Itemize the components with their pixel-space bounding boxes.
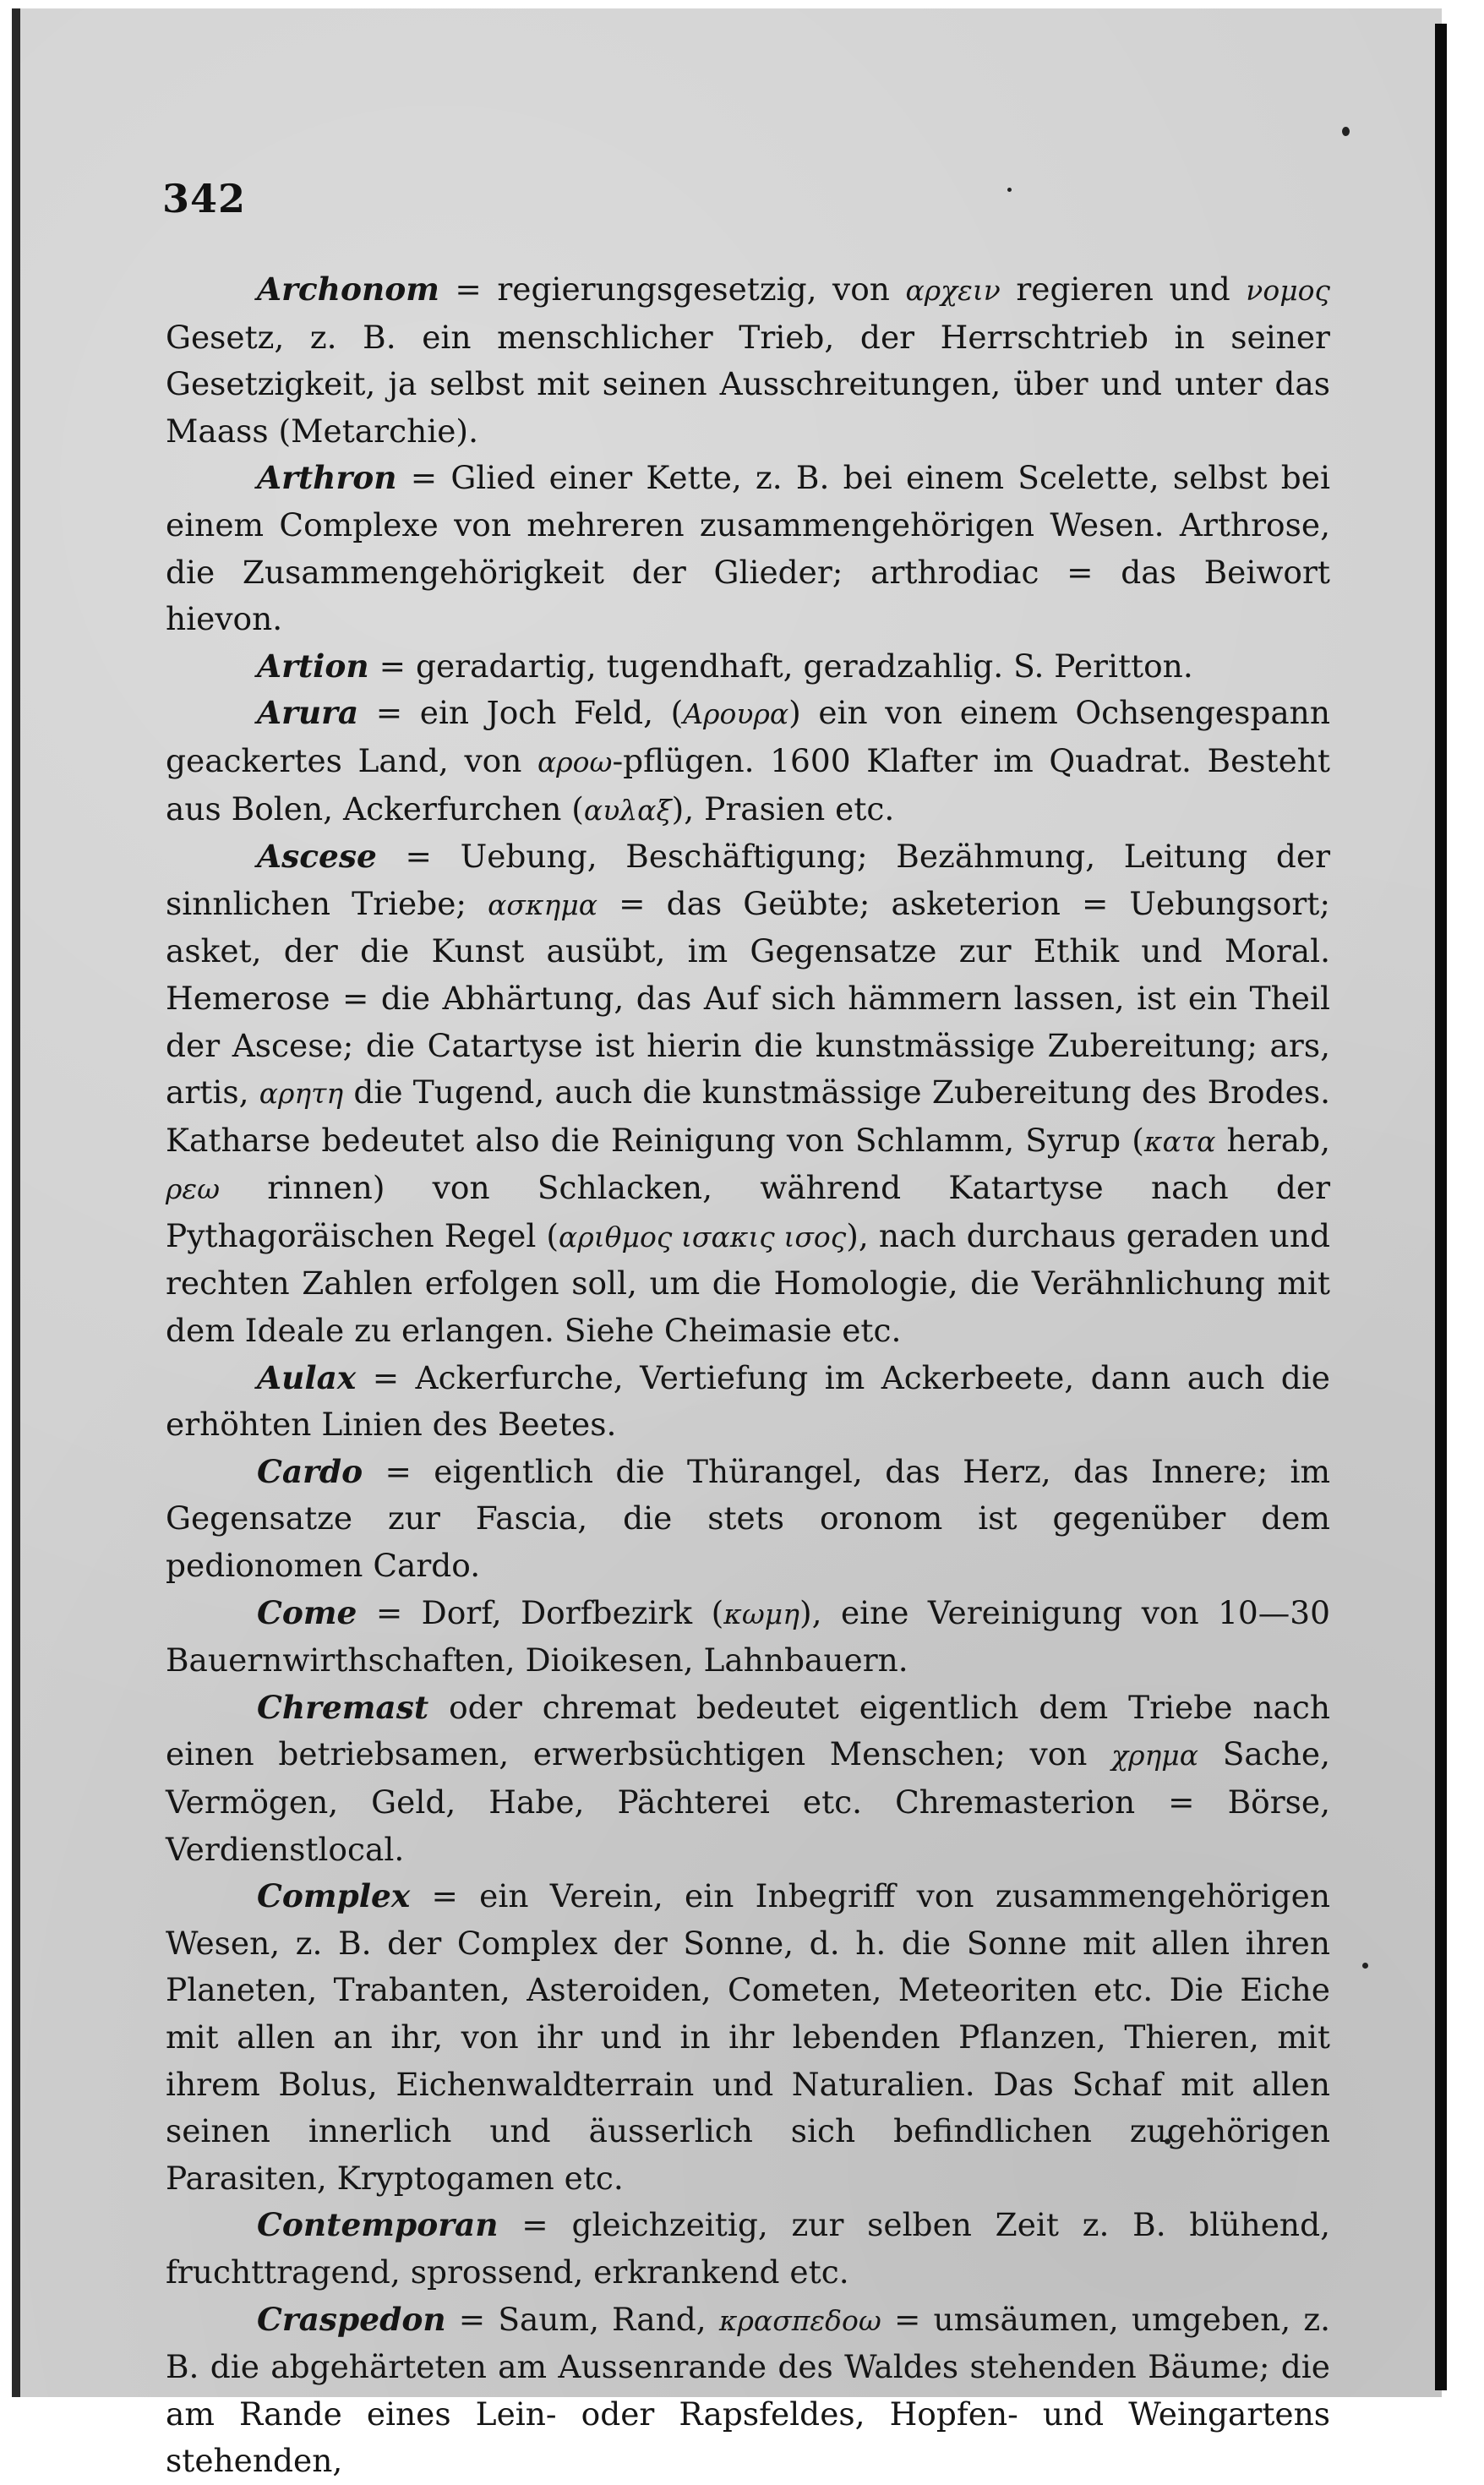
entry-term: Arura [257, 694, 359, 732]
greek-word: Αρουρα [683, 697, 789, 731]
entry-come [166, 1590, 1330, 1685]
entry-contemporan [166, 2202, 1330, 2296]
entry-term: Ascese [257, 838, 377, 876]
scan-left-edge [12, 8, 20, 2397]
entry-term: Archonom [257, 270, 439, 308]
entry-term: Chremast [257, 1688, 429, 1726]
entry-term: Craspedon [257, 2300, 446, 2338]
entry-text: = das Geübte; asketerion = Uebungsort; asket, der die Kunst ausübt, im Gegensatze zur Ethik und Moral. Hemerose = die Abhärtung, das Auf sich hämmern lassen, ist ein Theil der Ascese; die Catartyse ist hierin die kunstmässige Zubereitung; ars, artis, [166, 884, 1330, 1111]
entry-text: Gesetz, z. B. ein menschlicher Trieb, der Herrschtrieb in seiner Gesetzigkeit, ja selbst mit seinen Ausschreitungen, über und unter das Maass (Metarchie). [166, 318, 1330, 450]
entry-term: Aulax [257, 1358, 357, 1396]
entry-text: Sache, Vermögen, Geld, Habe, Pächterei etc. Chremasterion = Börse, Verdienstlocal. [166, 1735, 1331, 1868]
greek-word: ασκημα [488, 888, 598, 921]
entry-text: rinnen) von Schlacken, während Katartyse nach der Pythagoräischen Regel ( [166, 1169, 1330, 1254]
entry-arthron [166, 455, 1330, 642]
entry-text: = regierungsgesetzig, von [439, 270, 906, 308]
entry-term: Contemporan [257, 2206, 499, 2244]
scan-right-edge [1435, 24, 1447, 2390]
entry-text: regieren und [1000, 270, 1247, 308]
entry-archonom [166, 266, 1330, 455]
greek-word: αρητη [259, 1077, 344, 1111]
entry-text: = Glied einer Kette, z. B. bei einem Scelette, selbst bei einem Complexe von mehreren zusammengehörigen Wesen. Arthrose, die Zusammengehörigkeit der Glieder; arthrodiac = das Beiwort hievon. [166, 459, 1330, 638]
entry-arura [166, 690, 1330, 833]
entry-chremast [166, 1685, 1330, 1873]
greek-word: κωμη [723, 1597, 799, 1630]
entry-ascese [166, 833, 1330, 1355]
entry-artion [166, 643, 1330, 691]
entry-term: Arthron [257, 459, 397, 497]
entry-text: = Ackerfurche, Vertiefung im Ackerbeete, dann auch die erhöhten Linien des Beetes. [166, 1358, 1330, 1444]
greek-word: αυλαξ [583, 793, 672, 827]
entry-text: ), Prasien etc. [671, 789, 895, 827]
entry-text: = umsäumen, umgeben, z. B. die abgehärteten am Aussenrande des Waldes stehenden Bäume; die am Rande eines Lein- oder Rapsfeldes, Hopfen- und Weingartens stehenden, [166, 2300, 1330, 2480]
entry-text: = gleichzeitig, zur selben Zeit z. B. blühend, fruchttragend, sprossend, erkrankend etc. [166, 2206, 1330, 2291]
entry-text: = Dorf, Dorfbezirk ( [357, 1593, 724, 1631]
greek-word: κατα [1143, 1124, 1216, 1158]
greek-word: αροω [537, 745, 613, 778]
entry-aulax [166, 1355, 1330, 1449]
entry-text: = eigentlich die Thürangel, das Herz, das Innere; im Gegensatze zur Fascia, die stets oronom ist gegenüber dem pedionomen Cardo. [166, 1452, 1330, 1585]
entry-complex [166, 1873, 1330, 2202]
entry-text: ) ein von einem Ochsengespann geackertes Land, von [166, 694, 1330, 779]
ink-speck [1007, 188, 1012, 192]
dictionary-body [166, 266, 1330, 2485]
entry-text: = geradartig, tugendhaft, geradzahlig. S. Peritton. [368, 647, 1193, 685]
entry-cardo [166, 1449, 1330, 1590]
page-number: 342 [162, 176, 247, 221]
ink-speck [1342, 127, 1350, 136]
greek-word: αρχειν [905, 274, 1001, 307]
entry-text: herab, [1215, 1121, 1331, 1159]
greek-word: αριθμος ισακις ισος [559, 1220, 847, 1253]
entry-term: Complex [257, 1877, 411, 1915]
entry-text: oder chremat bedeutet eigentlich dem Triebe nach einen betriebsamen, erwerbsüchtigen Menschen; von [166, 1688, 1330, 1773]
entry-text: ), nach durchaus geraden und rechten Zahlen erfolgen soll, um die Homologie, die Verähnlichung mit dem Ideale zu erlangen. Siehe Cheimasie etc. [166, 1216, 1330, 1350]
entry-text: = ein Verein, ein Inbegriff von zusammengehörigen Wesen, z. B. der Complex der Sonne, d. h. die Sonne mit allen ihren Planeten, Trabanten, Asteroiden, Cometen, Meteoriten etc. Die Eiche mit allen an ihr, von ihr und in ihr lebenden Pflanzen, Thieren, mit ihrem Bolus, Eichenwaldterrain und Naturalien. Das Schaf mit allen seinen innerlich und äusserlich sich befindlichen zugehörigen Parasiten, Kryptogamen etc. [166, 1877, 1330, 2197]
ink-speck [1362, 1963, 1368, 1969]
entry-term: Cardo [257, 1452, 363, 1490]
entry-text: = ein Joch Feld, ( [358, 694, 684, 732]
greek-word: χρημα [1111, 1739, 1199, 1772]
greek-word: κρασπεδοω [718, 2303, 881, 2337]
greek-word: ρεω [166, 1172, 221, 1206]
entry-term: Artion [257, 647, 369, 685]
entry-text: -pflügen. 1600 Klafter im Quadrat. Besteht aus Bolen, Ackerfurchen ( [166, 741, 1330, 827]
entry-term: Come [257, 1593, 357, 1631]
entry-craspedon [166, 2297, 1330, 2485]
entry-text: = Uebung, Beschäftigung; Bezähmung, Leitung der sinnlichen Triebe; [166, 838, 1330, 922]
greek-word: νομος [1246, 274, 1331, 307]
entry-text: ), eine Vereinigung von 10—30 Bauernwirthschaften, Dioikesen, Lahnbauern. [166, 1593, 1331, 1679]
entry-text: die Tugend, auch die kunstmässige Zubereitung des Brodes. Katharse bedeutet also die Reinigung von Schlamm, Syrup ( [166, 1073, 1330, 1159]
entry-text: = Saum, Rand, [445, 2300, 719, 2338]
